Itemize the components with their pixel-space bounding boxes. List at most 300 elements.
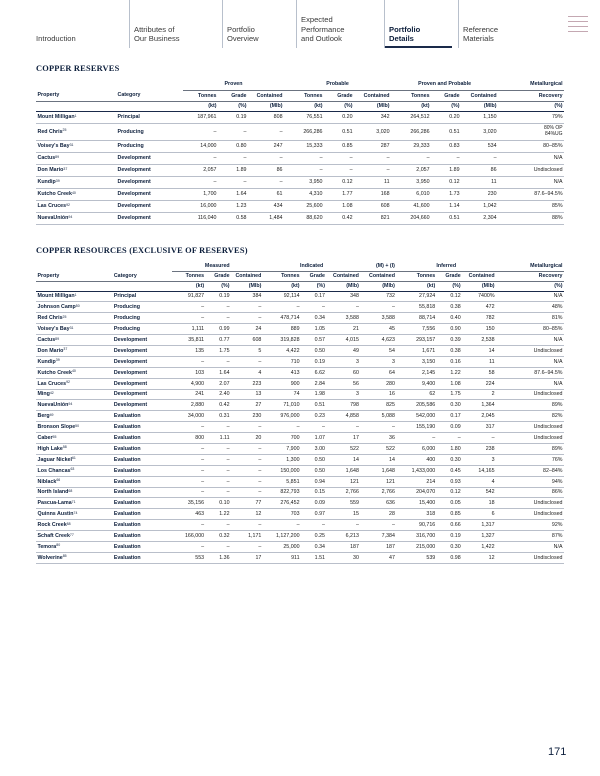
property-name [36,313,112,324]
category-cell: Producing [116,123,183,140]
table-cell: 27 [231,400,263,411]
column-unit [116,101,183,111]
table-cell: – [231,443,263,454]
table-cell: 230 [231,411,263,422]
table-cell: 0.94 [301,476,326,487]
column-header-contained: Contained [360,271,396,281]
table-cell: Undisclosed [496,389,564,400]
category-cell: Evaluation [112,476,171,487]
table-cell: 89% [496,443,564,454]
table-cell: 0.16 [437,356,462,367]
table-cell: – [231,487,263,498]
table-row [36,356,564,367]
table-cell: 413 [263,367,301,378]
table-cell: – [206,465,231,476]
column-header-grade: Grade [324,90,354,101]
table-cell: 1,150 [461,111,498,123]
table-cell: 0.51 [431,212,461,224]
property-name [36,212,116,224]
table-cell: 89% [496,400,564,411]
property-label: Kundip [37,179,56,185]
table-cell: 0.20 [324,111,354,123]
nav-item-portfolio-details[interactable] [384,0,458,48]
table-cell: – [324,164,354,176]
table-cell: 0.20 [431,111,461,123]
table-cell: 0.85 [324,140,354,152]
property-label: Los Chancas [37,467,71,474]
footnote-ref: 89 [55,336,60,341]
table-cell: 1,042 [461,200,498,212]
footnote-ref: 92 [66,380,70,385]
table-cell: N/A [498,176,564,188]
table-cell: 25,600 [284,200,324,212]
nav-item-label: Attributes of [134,24,175,34]
table-cell: 61 [248,188,284,200]
resources-column-header [36,271,564,281]
table-row [36,400,564,411]
table-cell: 4,422 [263,345,301,356]
table-cell: 80–85% [498,140,564,152]
table-cell: – [326,520,360,531]
table-row [36,487,564,498]
table-row [36,433,564,444]
table-row [36,465,564,476]
resources-units-row [36,281,564,291]
column-unit: (kt) [172,281,206,291]
table-cell: 14 [462,345,496,356]
footnote-ref: 89 [55,154,60,159]
table-cell: 45 [360,324,396,335]
footnote-ref: 39 [55,178,60,183]
table-cell: 318 [396,509,436,520]
table-cell: 6 [462,509,496,520]
table-cell: 2,045 [462,411,496,422]
page-number: 171 [548,746,567,758]
table-cell: 0.34 [301,541,326,552]
column-header-tonnes: Tonnes [284,90,324,101]
table-cell: 608 [231,335,263,346]
table-cell: 94% [496,476,564,487]
table-cell: 400 [396,454,436,465]
nav-item-label: Portfolio [227,24,255,34]
table-cell: – [231,476,263,487]
table-cell: 0.38 [437,302,462,313]
table-cell: 1.07 [301,433,326,444]
table-cell: 280 [360,378,396,389]
table-cell: 121 [360,476,396,487]
resources-group-header [36,261,564,271]
table-cell: 238 [462,443,496,454]
property-label: Las Cruces [37,380,67,387]
table-cell: 1,648 [326,465,360,476]
table-cell: 2.84 [301,378,326,389]
table-row [36,302,564,313]
table-cell: 0.09 [437,422,462,433]
table-cell: 2,766 [326,487,360,498]
table-cell: – [183,152,218,164]
table-cell: 1.64 [218,188,248,200]
table-row [36,389,564,400]
property-label: Red Chris [37,128,63,135]
column-header-contained: Contained [462,271,496,281]
table-cell: 348 [326,291,360,302]
property-name [36,411,112,422]
property-label: North Island [37,489,69,496]
group-metallurgical: Metallurgical [496,261,564,271]
table-cell: 782 [462,313,496,324]
table-cell: 0.51 [431,123,461,140]
table-cell: 0.30 [437,400,462,411]
table-cell: 135 [172,345,206,356]
table-cell: 800 [172,433,206,444]
nav-item-label: Expected [301,15,333,25]
table-cell: – [172,520,206,531]
reserves-column-header [36,90,564,101]
table-cell: 55,818 [396,302,436,313]
table-cell: 62 [396,389,436,400]
table-cell: 2,145 [396,367,436,378]
column-unit: (Mlb) [231,281,263,291]
nav-item-portfolio-overview[interactable] [222,0,296,48]
table-cell: 534 [461,140,498,152]
table-cell: – [231,313,263,324]
table-cell: 25,000 [263,541,301,552]
footnote-ref: 50 [75,423,80,428]
table-cell: 384 [231,291,263,302]
table-cell: – [172,465,206,476]
table-cell: Undisclosed [496,345,564,356]
property-label: Temora [37,543,57,550]
table-cell: 4 [462,476,496,487]
table-cell: 1,648 [360,465,396,476]
table-cell: 18 [462,498,496,509]
table-cell: 317 [462,422,496,433]
table-row [36,200,564,212]
column-header-tonnes: Tonnes [263,271,301,281]
footnote-ref: 40 [71,190,76,195]
table-cell: N/A [496,356,564,367]
column-unit: (kt) [284,101,324,111]
table-cell: 0.10 [206,498,231,509]
nav-item-attributes-of-our-business[interactable] [129,0,222,48]
footnote-ref: 74 [73,510,78,515]
copper-reserves-table [36,79,564,225]
table-cell: – [231,454,263,465]
table-cell: Undisclosed [498,164,564,176]
column-unit: (kt) [396,281,436,291]
column-unit: (%) [218,101,248,111]
table-cell: 6,213 [326,531,360,542]
table-cell: – [391,152,431,164]
table-cell: 825 [360,400,396,411]
table-cell: 266,286 [284,123,324,140]
table-cell: 522 [326,443,360,454]
table-cell: 2,538 [462,335,496,346]
table-cell: – [206,356,231,367]
table-cell: 821 [354,212,391,224]
property-name [36,498,112,509]
table-cell: 553 [172,552,206,563]
property-name [36,164,116,176]
table-cell: – [172,302,206,313]
table-cell: 34,000 [172,411,206,422]
table-cell: 1.36 [206,552,231,563]
property-label: High Lake [37,445,63,452]
table-cell: 17 [326,433,360,444]
property-name [36,520,112,531]
property-name [36,541,112,552]
column-unit: (%) [437,281,462,291]
table-cell: – [431,152,461,164]
table-cell: 3,020 [354,123,391,140]
table-cell: 74 [263,389,301,400]
table-cell: 3 [326,389,360,400]
footnote-ref: 49 [49,412,54,417]
table-cell: – [172,422,206,433]
category-cell: Producing [112,302,171,313]
table-cell: 150,000 [263,465,301,476]
property-label: Niblack [37,478,57,485]
table-cell: – [206,313,231,324]
table-cell: 215,000 [396,541,436,552]
table-cell: 3 [462,454,496,465]
table-cell: 1,671 [396,345,436,356]
table-cell: 1.80 [437,443,462,454]
category-cell: Principal [112,291,171,302]
table-row [36,176,564,188]
table-cell: Undisclosed [496,422,564,433]
property-name [36,200,116,212]
reserves-group-header [36,79,564,90]
property-name [36,487,112,498]
table-cell: – [231,356,263,367]
property-label: Mount Milligan [37,293,75,300]
nav-item-expected-performance-and-outlook[interactable] [296,0,384,48]
table-row [36,123,564,140]
group-proven-and-probable: Proven and Probable [391,79,498,90]
footnote-ref: 71 [71,499,76,504]
table-cell: 0.98 [437,552,462,563]
table-cell: 472 [462,302,496,313]
table-cell: 808 [248,111,284,123]
property-label: Berg [37,413,50,420]
property-label: Ming [37,391,50,398]
table-cell: 0.42 [324,212,354,224]
table-cell: 116,040 [183,212,218,224]
table-cell: 58 [462,367,496,378]
table-cell: 1,422 [462,541,496,552]
property-name [36,123,116,140]
table-cell: – [231,302,263,313]
table-cell: 3,950 [391,176,431,188]
table-cell: 636 [360,498,396,509]
property-name [36,324,112,335]
table-cell: 1.08 [324,200,354,212]
table-cell: Undisclosed [496,498,564,509]
table-cell: 0.42 [206,400,231,411]
footnote-ref: 63 [70,467,75,472]
table-cell: – [354,164,391,176]
table-cell: 0.83 [431,140,461,152]
property-name [36,111,116,123]
table-cell: 15,333 [284,140,324,152]
table-cell: 822,793 [263,487,301,498]
table-row [36,498,564,509]
table-cell: 79% [498,111,564,123]
menu-icon[interactable] [568,16,588,38]
table-cell: 88,714 [396,313,436,324]
table-cell: – [172,356,206,367]
property-label: Las Cruces [37,203,67,209]
category-cell: Evaluation [112,531,171,542]
property-name [36,378,112,389]
table-cell: 7400% [462,291,496,302]
table-cell: 1,127,200 [263,531,301,542]
table-cell: 11 [354,176,391,188]
table-cell: – [284,164,324,176]
table-cell: 0.58 [218,212,248,224]
table-cell: – [461,152,498,164]
table-cell: 0.30 [437,541,462,552]
table-cell: 0.12 [324,176,354,188]
table-cell: 316,700 [396,531,436,542]
column-unit: (Mlb) [461,101,498,111]
table-cell: 1,700 [183,188,218,200]
table-cell: – [301,520,326,531]
category-cell: Development [112,356,171,367]
category-cell: Evaluation [112,411,171,422]
table-cell: 187,961 [183,111,218,123]
table-cell: – [263,520,301,531]
group-inferred: Inferred [396,261,496,271]
column-unit: (%) [496,281,564,291]
table-cell: – [231,520,263,531]
table-row [36,367,564,378]
table-cell: 3.00 [301,443,326,454]
table-cell: 266,286 [391,123,431,140]
footnote-ref: 50 [75,303,80,308]
table-row [36,324,564,335]
column-unit [36,101,116,111]
category-cell: Development [112,389,171,400]
table-cell: 28 [360,509,396,520]
nav-item-reference-materials[interactable] [458,0,538,48]
table-cell: 1.75 [206,345,231,356]
table-cell: 230 [461,188,498,200]
property-label: Bronson Slope [37,424,76,431]
table-cell: 187 [326,541,360,552]
category-cell: Development [116,188,183,200]
table-cell: – [231,465,263,476]
table-cell: – [231,541,263,552]
table-cell: 3,950 [284,176,324,188]
table-cell: 703 [263,509,301,520]
table-cell: 223 [231,378,263,389]
nav-item-label: Introduction [36,33,76,43]
table-cell: 911 [263,552,301,563]
table-cell: 2,766 [360,487,396,498]
table-cell: 86 [248,164,284,176]
category-cell: Development [116,212,183,224]
table-cell: 889 [263,324,301,335]
table-cell: 4,623 [360,335,396,346]
nav-item-label: Reference [463,24,499,34]
footnote-ref: 88 [66,521,71,526]
table-cell: – [437,433,462,444]
table-cell: 0.38 [437,345,462,356]
nav-item-introduction[interactable] [36,0,133,48]
table-cell: 710 [263,356,301,367]
table-cell: 2.07 [206,378,231,389]
column-unit: (Mlb) [248,101,284,111]
table-cell: – [284,152,324,164]
table-cell: 71,010 [263,400,301,411]
table-cell: 0.97 [301,509,326,520]
table-row [36,152,564,164]
table-row [36,541,564,552]
category-cell: Evaluation [112,541,171,552]
table-cell: 82–84% [496,465,564,476]
table-cell: 14 [360,454,396,465]
column-header-grade: Grade [218,90,248,101]
table-cell: 224 [462,378,496,389]
nav-item-label: Our Business [134,33,180,43]
category-cell: Evaluation [112,433,171,444]
property-name [36,389,112,400]
table-cell: 559 [326,498,360,509]
table-cell: 82% [496,411,564,422]
table-cell: 2,880 [172,400,206,411]
table-cell: 11 [462,356,496,367]
property-label: Voisey's Bay [37,326,70,333]
table-cell: 0.19 [206,291,231,302]
table-cell: 0.93 [437,476,462,487]
table-cell: 3,150 [396,356,436,367]
column-header-grade: Grade [206,271,231,281]
category-cell: Evaluation [112,487,171,498]
table-cell: – [354,152,391,164]
table-cell: 0.23 [301,411,326,422]
table-cell: 92% [496,520,564,531]
table-cell: 1.51 [301,552,326,563]
property-name [36,176,116,188]
table-cell: – [231,422,263,433]
table-cell: 204,070 [396,487,436,498]
table-cell: – [360,422,396,433]
table-cell: 0.12 [437,487,462,498]
column-header-recovery: Recovery [496,271,564,281]
column-header-contained: Contained [354,90,391,101]
table-cell: 0.25 [301,531,326,542]
column-header-category: Category [116,90,183,101]
table-cell: 0.34 [301,313,326,324]
table-cell: – [206,487,231,498]
table-row [36,291,564,302]
column-header-tonnes: Tonnes [172,271,206,281]
table-cell: 247 [248,140,284,152]
property-label: Cactus [37,337,56,343]
table-cell: 4 [231,367,263,378]
property-label: NuevaUnión [37,402,69,409]
table-cell: 35,156 [172,498,206,509]
table-cell: Undisclosed [496,433,564,444]
table-cell: 1,171 [231,531,263,542]
top-navigation [0,0,600,48]
table-cell: – [462,433,496,444]
table-cell: 205,586 [396,400,436,411]
property-label: Wolverine [37,554,63,561]
table-row [36,531,564,542]
